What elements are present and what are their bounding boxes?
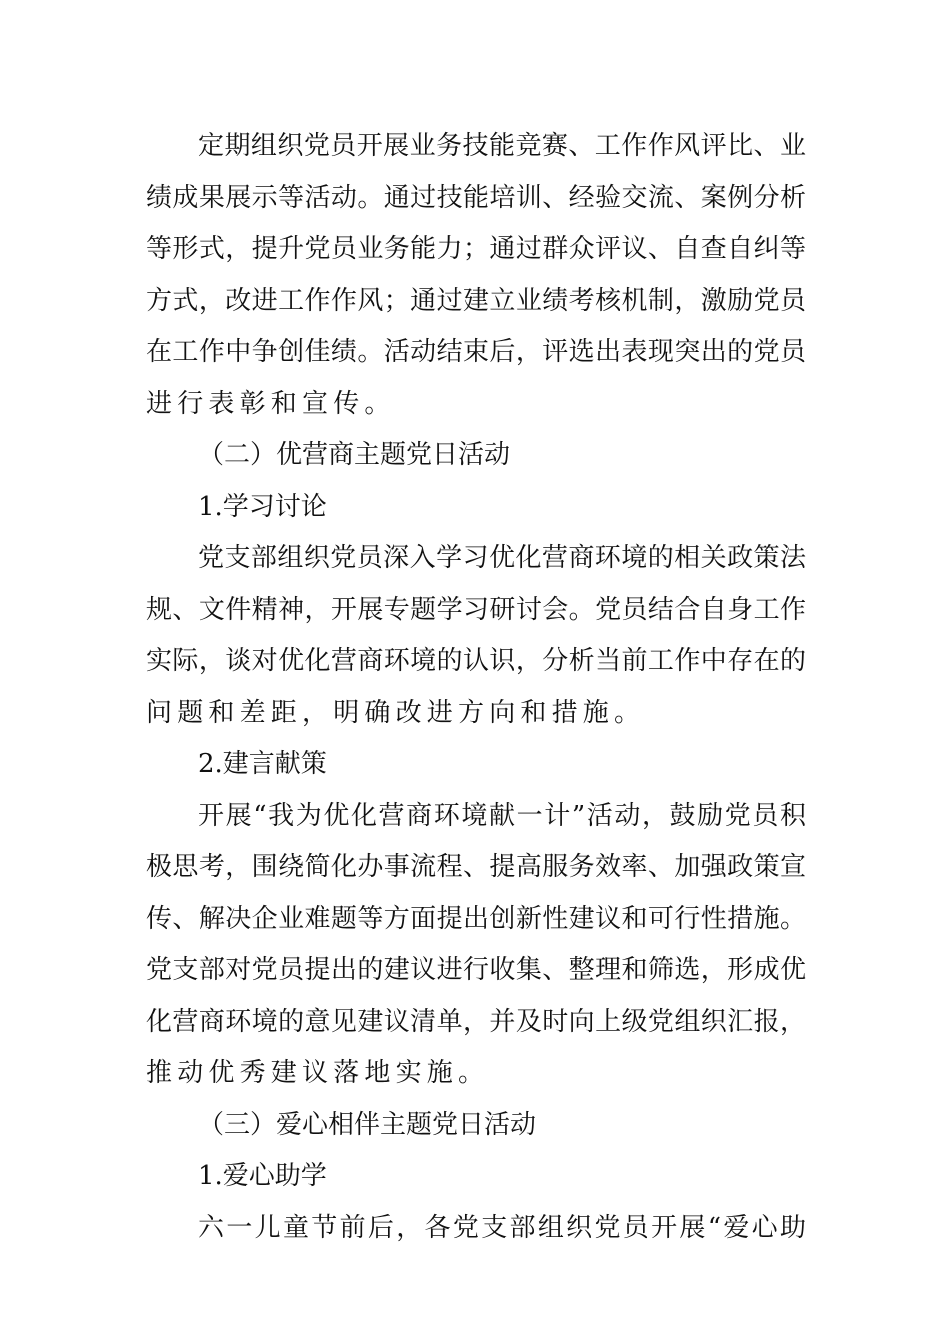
paragraph-line: 在工作中争创佳绩。活动结束后，评选出表现突出的党员	[146, 337, 806, 367]
paragraph-line: 问题和差距，明确改进方向和措施。	[146, 698, 646, 728]
paragraph-line: 方式，改进工作作风；通过建立业绩考核机制，激励党员	[146, 286, 806, 316]
paragraph-line: 等形式，提升党员业务能力；通过群众评议、自查自纠等	[146, 234, 806, 264]
subsection-heading: 2.建言献策	[198, 749, 327, 779]
paragraph-line: 实际，谈对优化营商环境的认识，分析当前工作中存在的	[146, 646, 806, 676]
paragraph-line: 绩成果展示等活动。通过技能培训、经验交流、案例分析	[146, 183, 806, 213]
subsection-heading: 1.爱心助学	[198, 1161, 327, 1191]
subsection-heading: 1.学习讨论	[198, 492, 327, 522]
paragraph-line: 规、文件精神，开展专题学习研讨会。党员结合自身工作	[146, 595, 806, 625]
paragraph-line: 六一儿童节前后，各党支部组织党员开展“爱心助	[198, 1213, 806, 1243]
paragraph-line: 党支部组织党员深入学习优化营商环境的相关政策法	[198, 543, 806, 573]
section-heading: （三）爱心相伴主题党日活动	[198, 1110, 537, 1140]
paragraph-line: 化营商环境的意见建议清单，并及时向上级党组织汇报，	[146, 1007, 806, 1037]
paragraph-line: 党支部对党员提出的建议进行收集、整理和筛选，形成优	[146, 955, 806, 985]
section-heading: （二）优营商主题党日活动	[198, 440, 511, 470]
paragraph-line: 进行表彰和宣传。	[146, 389, 396, 419]
paragraph-line: 传、解决企业难题等方面提出创新性建议和可行性措施。	[146, 904, 806, 934]
paragraph-line: 定期组织党员开展业务技能竞赛、工作作风评比、业	[198, 131, 806, 161]
paragraph-line: 开展“我为优化营商环境献一计”活动，鼓励党员积	[198, 801, 806, 831]
paragraph-line: 极思考，围绕简化办事流程、提高服务效率、加强政策宣	[146, 852, 806, 882]
paragraph-line: 推动优秀建议落地实施。	[146, 1058, 490, 1088]
